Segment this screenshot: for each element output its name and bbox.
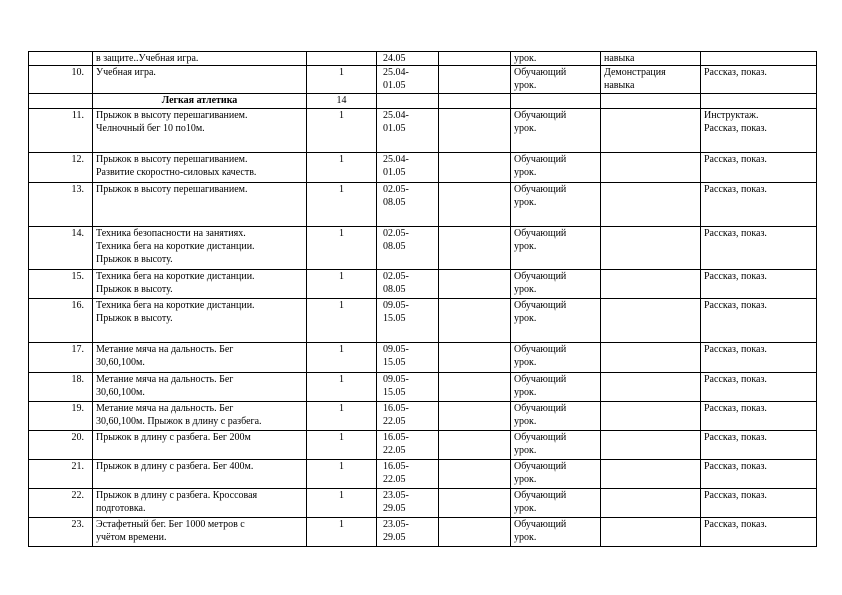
lesson-topic: Прыжок в длину с разбега. Бег 200м [93,431,307,460]
lesson-topic: Метание мяча на дальность. Бег 30,60,100м. [93,373,307,402]
lesson-dates: 09.05- 15.05 [377,343,439,373]
lesson-type: Обучающий урок. [511,402,601,431]
table-row [29,431,817,460]
lesson-date-actual [439,183,511,227]
lesson-notes: Рассказ, показ. [701,431,817,460]
lesson-notes: Рассказ, показ. [701,343,817,373]
row-number: 18. [29,373,93,402]
lesson-notes: Рассказ, показ. [701,373,817,402]
lesson-topic: Прыжок в высоту перешагиванием. Развитие скоростно-силовых качеств. [93,153,307,183]
lesson-notes: Рассказ, показ. [701,402,817,431]
row-number: 23. [29,518,93,547]
lesson-topic: в защите..Учебная игра. [93,52,307,66]
lesson-date-actual [439,460,511,489]
table-row [29,373,817,402]
row-number [29,94,93,109]
lesson-notes: Рассказ, показ. [701,270,817,299]
lesson-date-actual [439,299,511,343]
row-number: 13. [29,183,93,227]
lesson-dates: 25.04- 01.05 [377,66,439,94]
lesson-hours: 1 [307,183,377,227]
lesson-type [511,94,601,109]
lesson-date-actual [439,431,511,460]
lesson-method [601,373,701,402]
lesson-hours: 14 [307,94,377,109]
lesson-hours: 1 [307,343,377,373]
lesson-hours: 1 [307,66,377,94]
lesson-type: Обучающий урок. [511,489,601,518]
lesson-date-actual [439,270,511,299]
table-row [29,460,817,489]
row-number: 21. [29,460,93,489]
lesson-topic: Техника бега на короткие дистанции. Прыжок в высоту. [93,299,307,343]
lesson-notes: Рассказ, показ. [701,227,817,270]
row-number: 12. [29,153,93,183]
lesson-dates: 02.05- 08.05 [377,227,439,270]
lesson-type: Обучающий урок. [511,343,601,373]
row-number: 14. [29,227,93,270]
lesson-method [601,227,701,270]
lesson-method [601,183,701,227]
table-row [29,299,817,343]
lesson-date-actual [439,66,511,94]
lesson-method: Демонстрация навыка [601,66,701,94]
lesson-notes: Рассказ, показ. [701,489,817,518]
table-row [29,343,817,373]
lesson-type: Обучающий урок. [511,153,601,183]
lesson-date-actual [439,373,511,402]
lesson-date-actual [439,343,511,373]
lesson-notes: Рассказ, показ. [701,299,817,343]
lesson-type: Обучающий урок. [511,227,601,270]
lesson-date-actual [439,52,511,66]
lesson-date-actual [439,94,511,109]
lesson-topic: Метание мяча на дальность. Бег 30,60,100м. Прыжок в длину с разбега. [93,402,307,431]
lesson-topic: Эстафетный бег. Бег 1000 метров с учётом времени. [93,518,307,547]
lesson-topic: Техника бега на короткие дистанции. Прыжок в высоту. [93,270,307,299]
table-row [29,270,817,299]
table-row [29,489,817,518]
lesson-hours: 1 [307,153,377,183]
lesson-dates: 02.05- 08.05 [377,270,439,299]
lesson-method [601,460,701,489]
lesson-notes [701,52,817,66]
lesson-plan-page [28,51,816,547]
lesson-date-actual [439,489,511,518]
lesson-notes: Инструктаж. Рассказ, показ. [701,109,817,153]
lesson-topic: Метание мяча на дальность. Бег 30,60,100м. [93,343,307,373]
lesson-hours [307,52,377,66]
lesson-plan-body [29,52,817,547]
lesson-type: Обучающий урок. [511,431,601,460]
lesson-plan-table [28,51,817,547]
lesson-notes: Рассказ, показ. [701,518,817,547]
lesson-method [601,299,701,343]
lesson-dates: 24.05 [377,52,439,66]
row-number [29,52,93,66]
lesson-type: урок. [511,52,601,66]
lesson-hours: 1 [307,460,377,489]
lesson-notes: Рассказ, показ. [701,66,817,94]
table-row [29,402,817,431]
section-title: Легкая атлетика [93,94,307,109]
section-row [29,94,817,109]
lesson-dates: 25.04- 01.05 [377,109,439,153]
lesson-hours: 1 [307,373,377,402]
lesson-method [601,518,701,547]
lesson-dates: 23.05- 29.05 [377,518,439,547]
lesson-hours: 1 [307,518,377,547]
table-row [29,518,817,547]
lesson-method [601,343,701,373]
lesson-type: Обучающий урок. [511,109,601,153]
lesson-topic: Прыжок в длину с разбега. Кроссовая подготовка. [93,489,307,518]
lesson-dates: 09.05- 15.05 [377,373,439,402]
lesson-method [601,431,701,460]
lesson-type: Обучающий урок. [511,460,601,489]
lesson-type: Обучающий урок. [511,270,601,299]
lesson-type: Обучающий урок. [511,518,601,547]
lesson-notes [701,94,817,109]
lesson-notes: Рассказ, показ. [701,183,817,227]
lesson-method [601,153,701,183]
lesson-topic: Прыжок в высоту перешагиванием. Челночный бег 10 по10м. [93,109,307,153]
lesson-method [601,270,701,299]
lesson-type: Обучающий урок. [511,373,601,402]
table-row [29,183,817,227]
row-number: 22. [29,489,93,518]
lesson-topic: Прыжок в длину с разбега. Бег 400м. [93,460,307,489]
lesson-date-actual [439,518,511,547]
table-row [29,109,817,153]
table-row [29,153,817,183]
lesson-method [601,109,701,153]
lesson-dates: 23.05- 29.05 [377,489,439,518]
lesson-hours: 1 [307,270,377,299]
lesson-type: Обучающий урок. [511,299,601,343]
lesson-date-actual [439,402,511,431]
lesson-topic: Учебная игра. [93,66,307,94]
row-number: 10. [29,66,93,94]
lesson-type: Обучающий урок. [511,66,601,94]
row-number: 15. [29,270,93,299]
lesson-hours: 1 [307,109,377,153]
lesson-method [601,489,701,518]
lesson-method [601,402,701,431]
lesson-dates: 16.05- 22.05 [377,402,439,431]
lesson-topic: Техника безопасности на занятиях. Техника бега на короткие дистанции. Прыжок в высоту. [93,227,307,270]
row-number: 17. [29,343,93,373]
lesson-hours: 1 [307,431,377,460]
table-row [29,52,817,66]
lesson-method [601,94,701,109]
lesson-notes: Рассказ, показ. [701,153,817,183]
lesson-dates: 02.05- 08.05 [377,183,439,227]
lesson-dates: 16.05- 22.05 [377,460,439,489]
lesson-dates: 16.05- 22.05 [377,431,439,460]
lesson-hours: 1 [307,489,377,518]
lesson-date-actual [439,153,511,183]
row-number: 19. [29,402,93,431]
row-number: 20. [29,431,93,460]
lesson-date-actual [439,109,511,153]
lesson-type: Обучающий урок. [511,183,601,227]
lesson-dates: 09.05- 15.05 [377,299,439,343]
lesson-date-actual [439,227,511,270]
lesson-dates: 25.04- 01.05 [377,153,439,183]
row-number: 11. [29,109,93,153]
table-row [29,227,817,270]
lesson-hours: 1 [307,227,377,270]
lesson-method: навыка [601,52,701,66]
lesson-hours: 1 [307,299,377,343]
lesson-topic: Прыжок в высоту перешагиванием. [93,183,307,227]
table-row [29,66,817,94]
row-number: 16. [29,299,93,343]
lesson-notes: Рассказ, показ. [701,460,817,489]
lesson-dates [377,94,439,109]
lesson-hours: 1 [307,402,377,431]
